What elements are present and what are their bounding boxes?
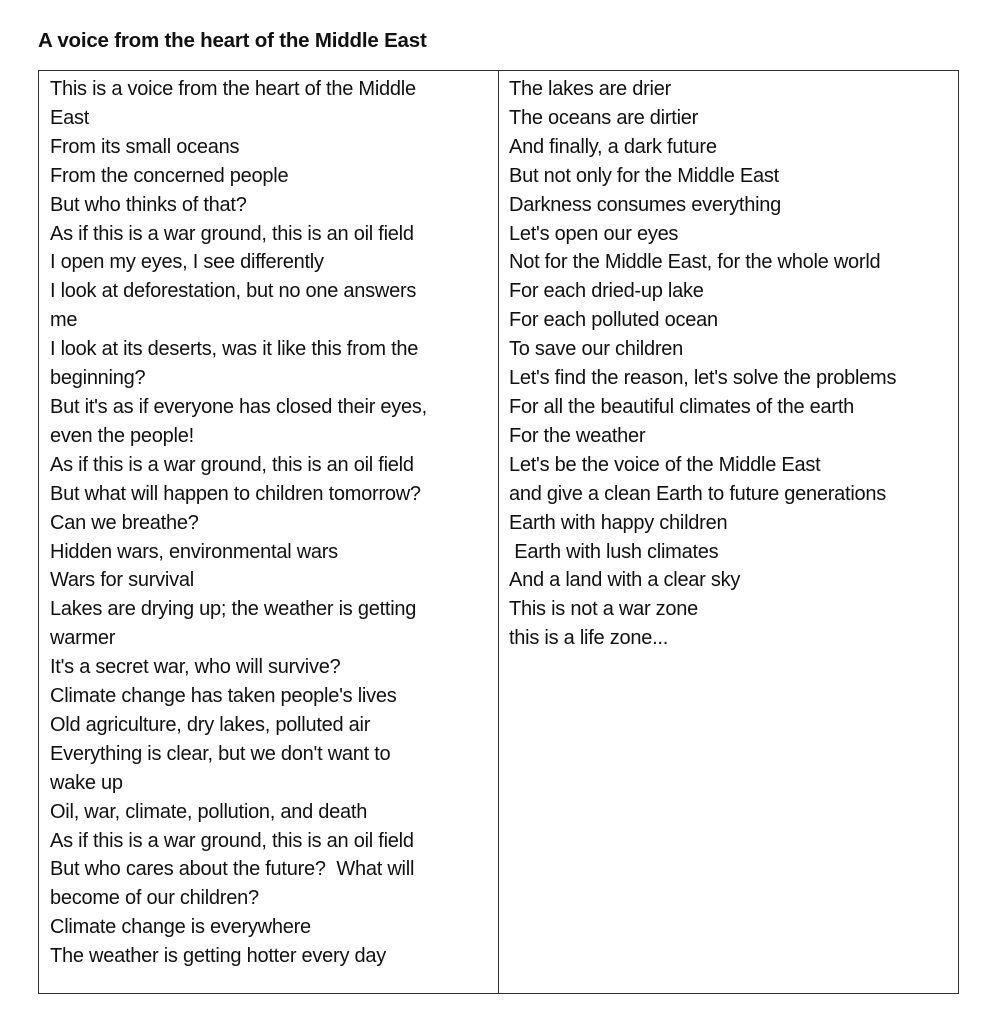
poem-line: But who cares about the future? What will — [50, 858, 415, 881]
poem-line: East — [50, 106, 90, 129]
poem-line: This is a voice from the heart of the Middle — [50, 78, 416, 100]
poem-line: and give a clean Earth to future generations — [509, 482, 887, 505]
poem-line: Old agriculture, dry lakes, polluted air — [50, 713, 371, 736]
poem-line: Hidden wars, environmental wars — [50, 540, 338, 563]
poem-line: Darkness consumes everything — [509, 193, 782, 216]
poem-line: Wars for survival — [50, 569, 194, 592]
poem-line: From its small oceans — [50, 135, 240, 158]
poem-line: To save our children — [509, 338, 683, 361]
poem-line: beginning? — [50, 367, 146, 390]
poem-line: And finally, a dark future — [509, 135, 717, 158]
poem-line: For each dried-up lake — [509, 280, 704, 303]
poem-title: A voice from the heart of the Middle East — [38, 29, 427, 52]
poem-line: It's a secret war, who will survive? — [50, 656, 341, 679]
poem-line: For all the beautiful climates of the earth — [509, 395, 854, 418]
poem-line: I open my eyes, I see differently — [50, 251, 324, 274]
poem-line: become of our children? — [50, 887, 259, 910]
poem-line: But it's as if everyone has closed their eyes, — [50, 395, 427, 418]
poem-line: Everything is clear, but we don't want to — [50, 742, 391, 765]
poem-table — [38, 70, 959, 994]
poem-line: Oil, war, climate, pollution, and death — [50, 800, 368, 823]
poem-line: Let's be the voice of the Middle East — [509, 453, 821, 476]
poem-line: For each polluted ocean — [509, 309, 718, 332]
poem-line: For the weather — [509, 424, 646, 447]
poem-line: even the people! — [50, 424, 194, 447]
poem-line: The lakes are drier — [509, 78, 671, 100]
poem-line: Not for the Middle East, for the whole world — [509, 251, 881, 274]
poem-line: From the concerned people — [50, 164, 289, 187]
poem-right-column — [499, 71, 958, 993]
poem-line: Lakes are drying up; the weather is getting — [50, 598, 417, 621]
poem-line: Earth with happy children — [509, 511, 728, 534]
poem-line: this is a life zone... — [509, 627, 669, 650]
poem-line: As if this is a war ground, this is an oil field — [50, 829, 414, 852]
poem-line: As if this is a war ground, this is an oil field — [50, 453, 414, 476]
poem-line: Can we breathe? — [50, 511, 199, 534]
poem-line: As if this is a war ground, this is an oil field — [50, 222, 414, 245]
poem-line: Let's open our eyes — [509, 222, 679, 245]
poem-line: me — [50, 309, 78, 332]
poem-line: But who thinks of that? — [50, 193, 247, 216]
poem-line: Earth with lush climates — [509, 540, 719, 563]
poem-line: This is not a war zone — [509, 598, 699, 621]
poem-line: And a land with a clear sky — [509, 569, 741, 592]
poem-line: Climate change is everywhere — [50, 916, 311, 939]
poem-line: warmer — [50, 627, 116, 650]
poem-line: I look at its deserts, was it like this from the — [50, 338, 419, 361]
poem-line: The weather is getting hotter every day — [50, 945, 386, 968]
poem-line: Climate change has taken people's lives — [50, 685, 397, 708]
poem-line: But not only for the Middle East — [509, 164, 779, 187]
poem-line: I look at deforestation, but no one answers — [50, 280, 417, 303]
poem-line: Let's find the reason, let's solve the problems — [509, 367, 897, 390]
poem-left-column — [39, 71, 499, 993]
poem-line: But what will happen to children tomorrow? — [50, 482, 421, 505]
poem-line: The oceans are dirtier — [509, 106, 699, 129]
poem-line: wake up — [50, 771, 123, 794]
